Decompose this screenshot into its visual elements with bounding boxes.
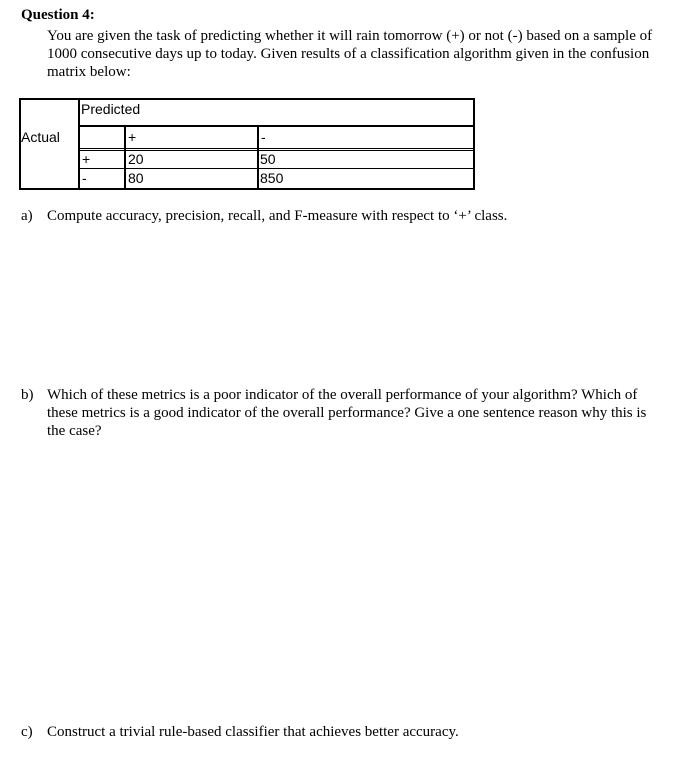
- actual-header: Actual: [21, 129, 60, 145]
- matrix-border-right: [473, 98, 475, 190]
- true-positive-value: 20: [128, 151, 144, 167]
- matrix-rule: [124, 125, 126, 190]
- part-c: [21, 723, 681, 741]
- false-negative-value: 50: [260, 151, 276, 167]
- part-c-line: Construct a trivial rule-based classifier that achieves better accuracy.: [47, 724, 459, 740]
- part-a: [21, 207, 681, 225]
- part-c-label: c): [21, 724, 33, 740]
- part-a-text: [47, 207, 507, 225]
- part-b-line: the case?: [47, 423, 102, 439]
- part-a-line: Compute accuracy, precision, recall, and F-measure with respect to ‘+’ class.: [47, 208, 508, 224]
- part-b-label: b): [21, 387, 34, 403]
- part-c-text: [47, 723, 459, 741]
- false-positive-value: 80: [128, 170, 144, 186]
- matrix-border-bottom: [19, 188, 475, 190]
- matrix-rule: [78, 98, 80, 190]
- confusion-matrix: [19, 98, 475, 190]
- question-intro: [47, 27, 687, 81]
- part-a-label: a): [21, 208, 33, 224]
- part-b: [21, 386, 681, 440]
- matrix-rule: [78, 168, 475, 169]
- matrix-rule: [78, 125, 475, 127]
- question-title: Question 4:: [21, 7, 95, 23]
- part-b-line: these metrics is a good indicator of the overall performance? Give a one sentence reason why this is: [47, 405, 647, 421]
- intro-line: You are given the task of predicting whether it will rain tomorrow (+) or not (-) based on a sample of: [47, 28, 653, 44]
- matrix-rule: [78, 148, 475, 149]
- true-negative-value: 850: [260, 170, 284, 186]
- actual-negative-label: -: [82, 170, 87, 186]
- matrix-border-top: [19, 98, 475, 100]
- intro-line: matrix below:: [47, 64, 131, 80]
- predicted-negative-label: -: [261, 129, 266, 145]
- actual-positive-label: +: [82, 151, 91, 167]
- predicted-positive-label: +: [128, 129, 137, 145]
- part-b-line: Which of these metrics is a poor indicator of the overall performance of your algorithm? Which of: [47, 387, 638, 403]
- intro-line: 1000 consecutive days up to today. Given results of a classification algorithm given in the confusion: [47, 46, 650, 62]
- part-b-text: [47, 386, 646, 440]
- predicted-header: Predicted: [81, 101, 141, 117]
- matrix-rule: [257, 125, 259, 190]
